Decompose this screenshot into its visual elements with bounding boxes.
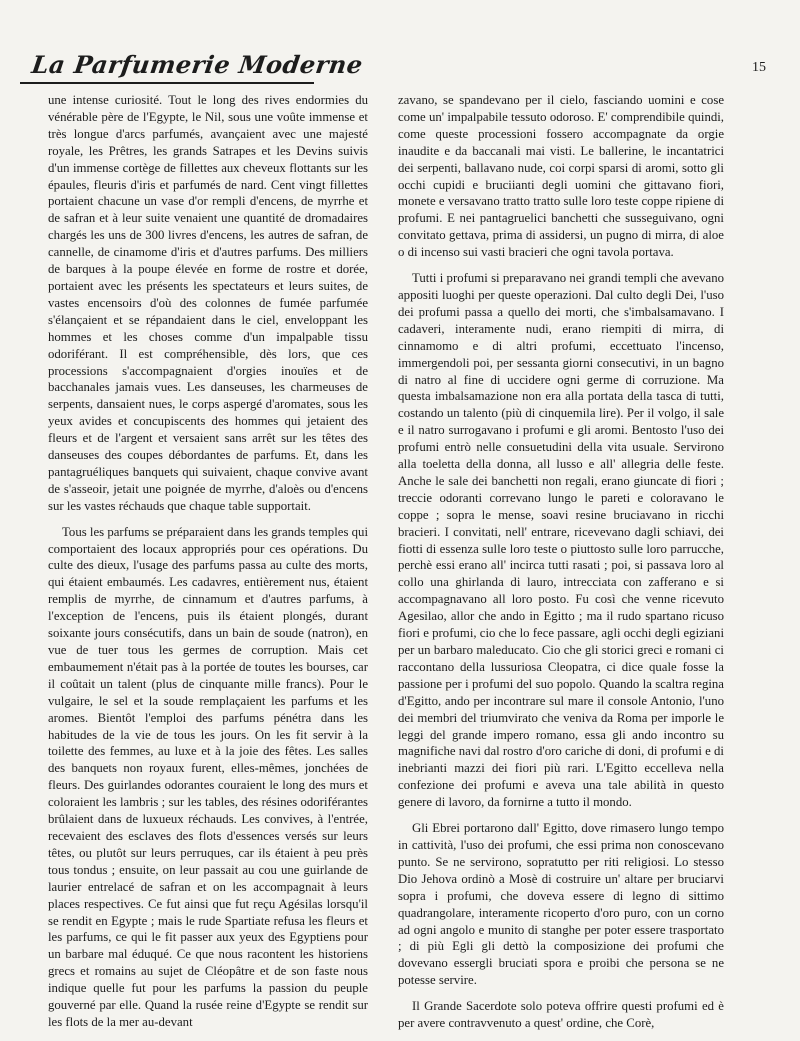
paragraph: Gli Ebrei portarono dall' Egitto, dove rimasero lungo tempo in cattività, l'uso dei profumi, che essi prima non conoscevano punto. Se ne servirono, sopratutto per riti religiosi. Lo stesso Dio Jehova ordinò a Mosè di costruire un' altare per bruciarvi sopra i profumi, che doveva essere di legno di sittimo quadrangolare, interamente ricoperto d'oro puro, con un corno ad ogni angolo e munito di stanghe per poter essere trasportato ; di più Egli gli dettò la composizione dei profumi che dovevano essergli bruciati spora e proibi che persona se ne potesse servire. xyxy=(398,821,724,988)
page-number: 15 xyxy=(752,60,766,75)
paragraph: Tous les parfums se préparaient dans les grands temples qui comportaient des locaux appropriés pour ces opérations. Du culte des dieux, l'usage des parfums passa au culte des morts, qui étaient embaumés. Les cadavres, entièrement nus, étaient remplis de myrrhe, de cinnamum et d'autres parfums, à l'exception de l'encens, puis ils étaient plongés, durant soixante jours consécutifs, dans un bain de soude (natron), en vue de tuer tous les germes de corruption. Mais cet embaumement n'était pas à la portée de toutes les bourses, car il coûtait un talent (plus de cinquante mille francs). Pour le vulgaire, le sel et la soude remplaçaient les parfums et les aromes. Bientôt l'emploi des parfums pénétra dans les habitudes de la vie de tous les jours. On les fit servir à la toilette des femmes, au luxe et à la joie des fêtes. Les salles des banquets non royaux furent, elles-mêmes, jonchées de fleurs. Des guirlandes odorantes couraient le long des murs et coloraient les lambris ; sur les tables, des résines odoriférantes brûlaient dans de luxueux réchauds. Les convives, à l'entrée, recevaient des esclaves des flots d'essences versés sur leurs têtes, ou plutôt sur leurs perruques, car ils étaient à peu près tous tondus ; ensuite, on leur passait au cou une guirlande de laurier entrelacé de safran et on les accompagnait à leurs places respectives. Ce fut ainsi que fut reçu Agésilas lorsqu'il se rendit en Egypte ; mais le rude Spartiate refusa les fleurs et les parfums, ce qui le fit passer aux yeux des Egyptiens pour un barbare mal éduqué. Ce que nous racontent les historiens grecs et romains au sujet de Cléopâtre et de son faste nous indique quelle fut pour les parfums la passion du peuple gouverné par elle. Quand la rusée reine d'Egypte se rendit sur les flots de la mer au-devant xyxy=(48,524,368,1029)
paragraph: zavano, se spandevano per il cielo, fasciando uomini e cose come un' impalpabile tessuto odoroso. E' comprendibile quindi, come queste processioni fossero accompagnate da orgie inaudite e da baccanali mai visti. Le ballerine, le incantatrici dei serpenti, ballavano nude, coi corpi sparsi di aromi, sotto gli occhi cupidi e bruciianti degli uomini che gittavano fiori, monete e versavano tratto tratto sulle loro teste coppe ripiene di profumi. E nei pantagruelici banchetti che susseguivano, ogni convitato gettava, prima di assidersi, un pugno di mirra, di aloe o di incenso sui vasti bracieri che ogni tavola portava. xyxy=(398,93,724,260)
paragraph: une intense curiosité. Tout le long des rives endormies du vénérable père de l'Egypte, le Nil, sous une voûte immense et très longue d'arcs parfumés, avançaient avec une majesté royale, les Prêtres, les grands Satrapes et les Devins suivis d'un immense cortège de fillettes aux cheveux flottants sur les épaules, fleuris d'iris et parfumés de nard. Cent vingt fillettes portaient chacune un vase d'or rempli d'encens, de myrrhe et de safran et à leur suite venaient une quantité de dromadaires chargés les uns de 300 livres d'encens, les autres de safran, de cannelle, de cinamome d'iris et d'autres parfums. Des milliers de barques à la poupe élevée en forme de rostre et dorée, portaient avec les présents les spectateurs et leurs suites, de vastes encensoirs d'où des colonnes de fumée parfumée s'élançaient et se répandaient dans le ciel, enveloppant les hommes et les choses comme d'un impalpable tissu odoriférant. Il est compréhensible, dès lors, que ces processions s'accompagnaient d'orgies inouïes et de bacchanales jamais vues. Les danseuses, les charmeuses de serpents, dansaient nues, le corps aspergé d'aromates, sous les yeux avides et concupiscents des hommes qui jetaient des fleurs et de l'argent et versaient sans arrêt sur les têtes des danseuses des coupes débordantes de parfums. Et, dans les pantagruéliques banquets qui suivaient, chaque convive avant de s'asseoir, jetait une poignée de myrrhe, d'aloès ou d'encens sur les vastes réchauds que chaque table supportait. xyxy=(48,93,368,513)
masthead-rule xyxy=(20,82,314,84)
right-column-italian xyxy=(398,92,724,1041)
paragraph: Il Grande Sacerdote solo poteva offrire questi profumi ed è per avere contravvenuto a quest' ordine, che Corè, xyxy=(398,999,724,1031)
masthead-title: La Parfumerie Moderne xyxy=(29,50,365,79)
paragraph: Tutti i profumi si preparavano nei grandi templi che avevano appositi luoghi per queste operazioni. Dal culto degli Dei, l'uso dei profumi passa a quello dei morti, che s'imbalsamavano. I cadaveri, interamente nudi, erano riempiti di mirra, di cinnamomo e di altri profumi, eccettuato l'incenso, immergendoli poi, per sessanta giorni consecutivi, in un bagno di natro al fine di uccidere ogni germe di corruzione. Ma questa imbalsamazione non era alla portata della tasca di tutti, costando un talento (più di cinquemila lire). Per il volgo, il sale e il natro surrogavano i profumi e gli aromi. Bentosto l'uso dei profumi entrò nelle consuetudini della vita usuale. Servirono alla toeletta della donna, all lusso e all' allegria delle feste. Anche le sale dei banchetti non regali, erano giuncate di fiori ; treccie odoranti correvano lungo le pareti e coloravano le coppe ; sopra le mense, soavi resine bruciavano in ricchi bracieri. I convitati, nell' entrare, ricevevano dagli schiavi, dei fiotti di essenza sulle loro teste o piuttosto sulle loro parrucche, perchè essi erano all' incirca tutti rasati ; poi, si passava loro al collo una ghirlanda di lauro, intrecciata con zafferano e si accompagnavano all loro posto. Fu così che venne ricevuto Agesilao, allor che ando in Egitto ; ma il rudo spartano ricuso fiori e profumi, cio che lo fece passare, agli occhi degli egiziani per un barbaro maleducato. Cio che gli storici greci e romani ci raccontano della lussuriosa Cleopatra, ci dice quale fosse la passione per i profumi del suo popolo. Quando la scaltra regina d'Egitto, ando per incontrare sul mare il console Antonio, l'uno dei membri del triumvirato che veniva da Roma per imporle le leggi del grande impero romano, essa gli ando incontro su magnifiche navi dal rostro d'oro cariche di doni, di profumi e di inebrianti mazzi dei fiori più rari. L'Egitto eccelleva nella confezione dei profumi e aveva una tale abilità in questo genere di lavoro, da fornirne a tutto il mondo. xyxy=(398,271,724,810)
left-column-french xyxy=(48,92,368,1040)
